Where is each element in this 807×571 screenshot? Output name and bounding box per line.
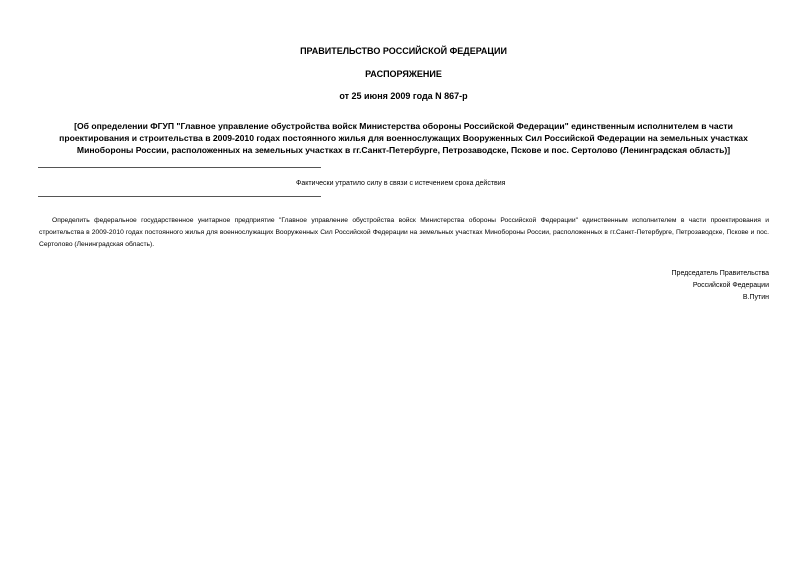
status-note: Фактически утратило силу в связи с истечением срока действия	[296, 180, 506, 187]
signature-name: В.Путин	[742, 294, 769, 301]
signature-block	[672, 268, 769, 304]
signature-position-line2: Российской Федерации	[692, 282, 769, 289]
document-type-heading: РАСПОРЯЖЕНИЕ	[365, 69, 442, 79]
signature-position-line1: Председатель Правительства	[671, 270, 769, 277]
government-heading: ПРАВИТЕЛЬСТВО РОССИЙСКОЙ ФЕДЕРАЦИИ	[300, 46, 507, 56]
document-date-number: от 25 июня 2009 года N 867-р	[339, 91, 468, 101]
divider-bottom	[38, 196, 321, 197]
divider-top	[38, 167, 321, 168]
order-body-text: Определить федеральное государственное унитарное предприятие "Главное управление обустройства войск Министерства обороны Российской Федерации" единственным исполнителем в части проектирования и строительства в 2009-2010 годах постоянного жилья для военнослужащих Вооруженных Сил Российской Федерации на земельных участках Минобороны России, расположенных в гг.Санкт-Петербурге, Петрозаводске, Пскове и пос. Сертолово (Ленинградская область).	[39, 217, 769, 248]
document-title: [Об определении ФГУП "Главное управление обустройства войск Министерства обороны Российской Федерации" единственным исполнителем в части проектирования и строительства в 2009-2010 годах постоянного жилья для военнослужащих Вооруженных Сил Российской Федерации на земельных участках Минобороны России, расположенных на земельных участках в гг.Санкт-Петербурге, Петрозаводске, Пскове и пос. Сертолово (Ленинградская область)]	[59, 121, 748, 155]
